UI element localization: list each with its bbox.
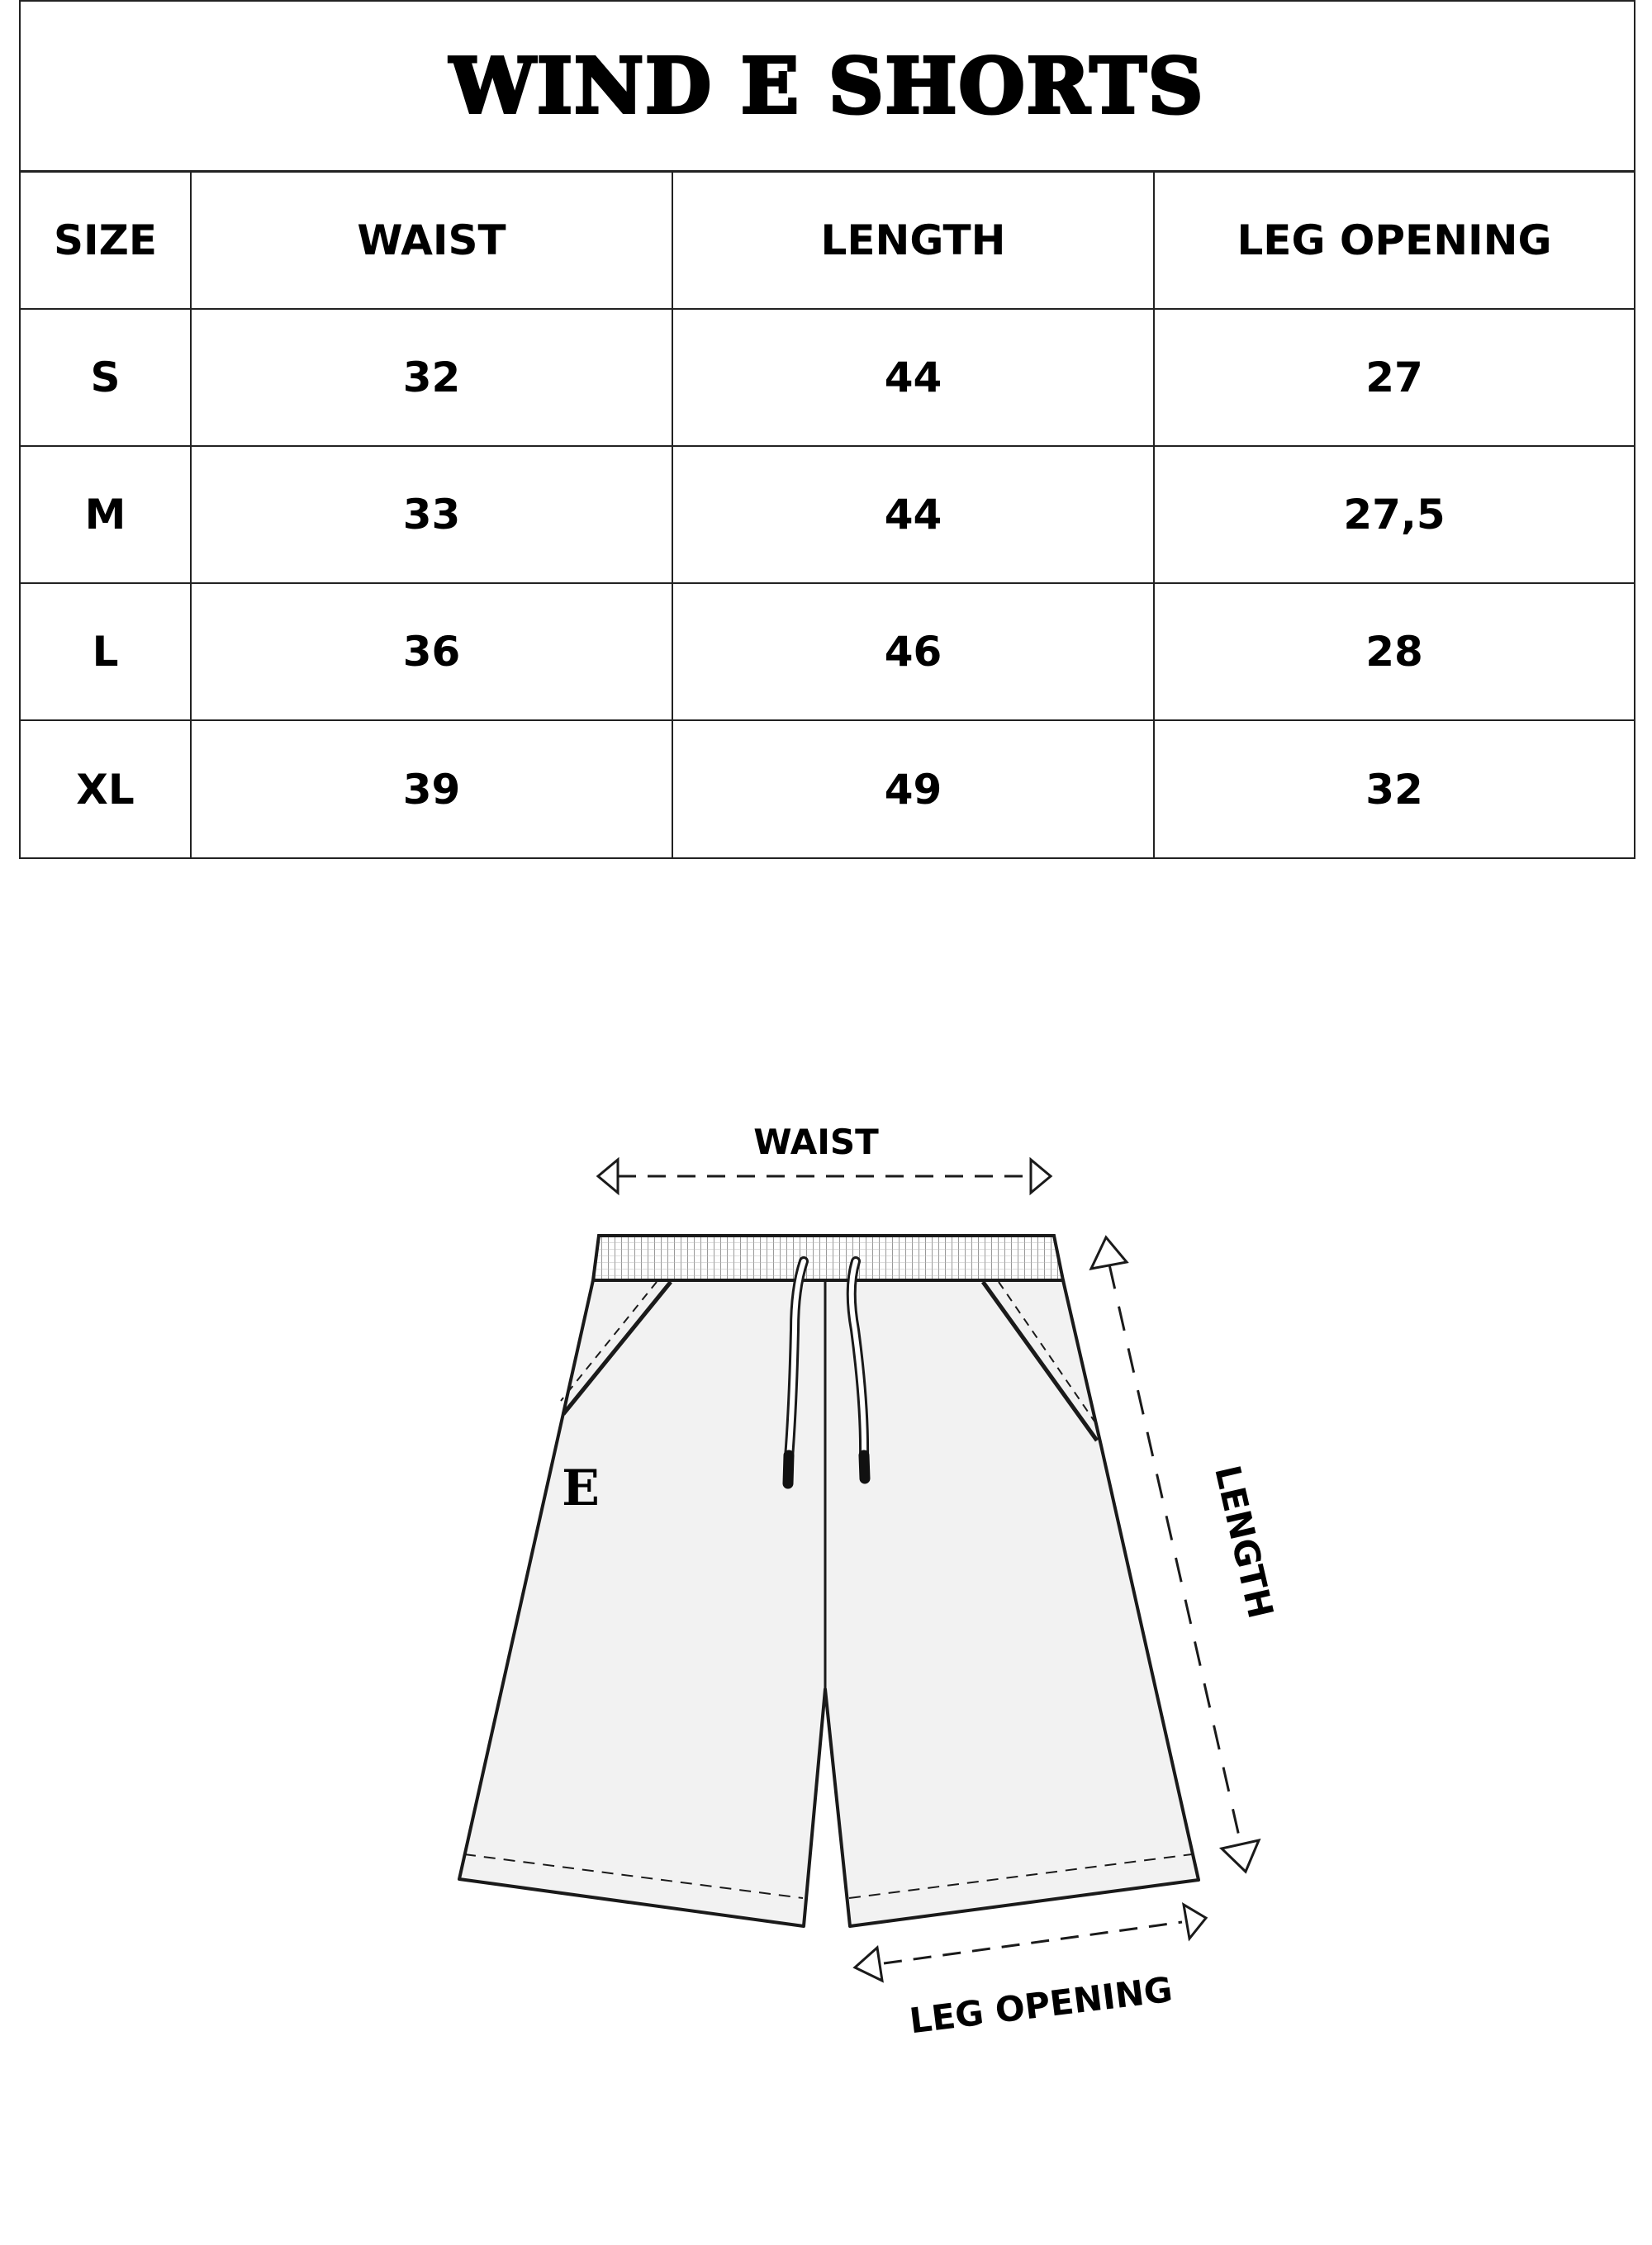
- length-arrow-bottom-icon: [1222, 1840, 1259, 1872]
- leg-opening-arrow-left-icon: [855, 1948, 882, 1981]
- cell-waist: 36: [192, 584, 673, 721]
- cell-waist: 39: [192, 721, 673, 858]
- cell-leg-opening: 32: [1365, 766, 1423, 814]
- cell-size: M: [21, 447, 192, 584]
- length-label: LENGTH: [1207, 1461, 1282, 1622]
- cell-leg-opening: 27,5: [1155, 447, 1634, 584]
- cell-length: 49: [673, 721, 1155, 858]
- cell-length: 44: [673, 447, 1155, 584]
- waist-arrow-left-icon: [598, 1160, 618, 1193]
- title-row: [21, 2, 1634, 173]
- leg-opening-label: LEG OPENING: [907, 1968, 1175, 2042]
- size-grid: [21, 173, 1634, 858]
- measurement-diagram: [0, 1074, 1652, 2065]
- waist-label: WAIST: [753, 1122, 879, 1162]
- cell-leg-opening: 27: [1155, 310, 1634, 447]
- cell-size: S: [21, 310, 192, 447]
- leg-opening-dashed-line: [884, 1922, 1182, 1963]
- page-title: WIND E SHORTS: [449, 41, 1205, 131]
- waist-dimension: [598, 1122, 1051, 1193]
- waist-arrow-right-icon: [1031, 1160, 1051, 1193]
- cell-waist: 33: [192, 447, 673, 584]
- header-length: LENGTH: [673, 173, 1155, 310]
- header-leg-opening: LEG OPENING: [1155, 173, 1634, 310]
- left-drawstring-tip: [788, 1455, 789, 1483]
- cell-length: 44: [673, 310, 1155, 447]
- shorts-body: [459, 1280, 1199, 1926]
- right-drawstring-tip: [864, 1455, 865, 1478]
- cell-size: XL: [21, 721, 192, 858]
- cell-length: 46: [673, 584, 1155, 721]
- cell-size: L: [21, 584, 192, 721]
- cell-waist: 32: [192, 310, 673, 447]
- header-size: SIZE: [21, 173, 192, 310]
- leg-opening-dimension: [855, 1905, 1206, 2041]
- size-table: [19, 0, 1635, 859]
- leg-opening-arrow-right-icon: [1184, 1905, 1206, 1939]
- logo-letter: E: [562, 1459, 600, 1517]
- cell-leg-opening: 28: [1155, 584, 1634, 721]
- header-waist: WAIST: [192, 173, 673, 310]
- shorts-illustration: [459, 1236, 1199, 1926]
- length-arrow-top-icon: [1091, 1237, 1127, 1269]
- waistband: [593, 1236, 1063, 1280]
